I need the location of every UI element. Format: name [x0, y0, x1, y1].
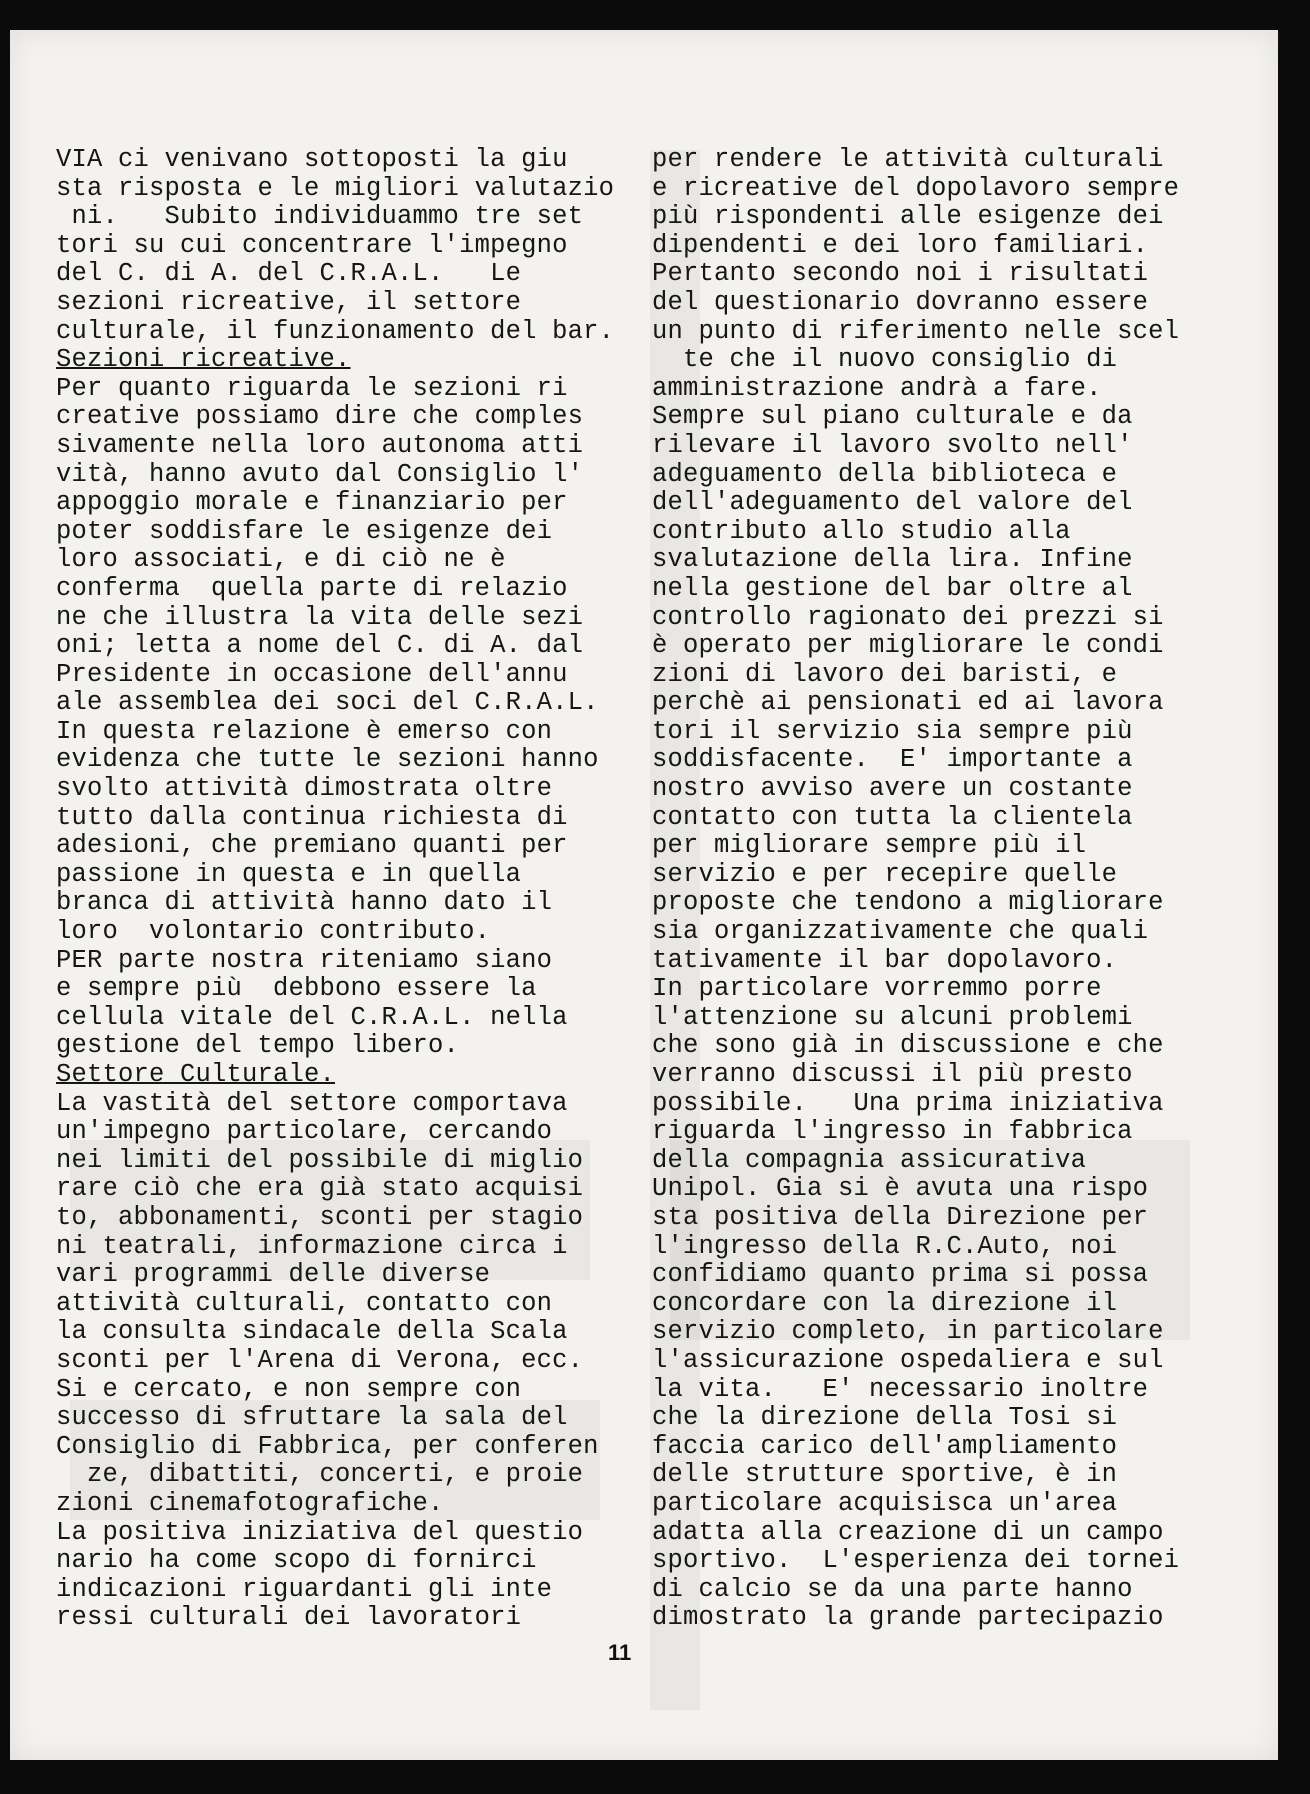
text-line: adesioni, che premiano quanti per	[56, 831, 568, 861]
text-line: Presidente in occasione dell'annu	[56, 659, 568, 689]
text-line: adatta alla creazione di un campo	[652, 1517, 1164, 1547]
text-line: l'attenzione su alcuni problemi	[652, 1002, 1133, 1032]
text-line: Consiglio di Fabbrica, per conferen	[56, 1431, 599, 1461]
text-line: In particolare vorremmo porre	[652, 974, 1102, 1004]
text-line: sta risposta e le migliori valutazio	[56, 173, 615, 203]
text-line: svalutazione della lira. Infine	[652, 545, 1133, 575]
text-line: In questa relazione è emerso con	[56, 716, 553, 746]
text-line: svolto attività dimostrata oltre	[56, 774, 553, 804]
text-line: vari programmi delle diverse	[56, 1260, 491, 1290]
text-line: la vita. E' necessario inoltre	[652, 1374, 1149, 1404]
text-line: attività culturali, contatto con	[56, 1288, 553, 1318]
text-line: sia organizzativamente che quali	[652, 917, 1149, 947]
text-line: l'ingresso della R.C.Auto, noi	[652, 1231, 1118, 1261]
text-line: controllo ragionato dei prezzi si	[652, 602, 1164, 632]
text-line: sezioni ricreative, il settore	[56, 287, 522, 317]
text-line: branca di attività hanno dato il	[56, 888, 553, 918]
text-line: particolare acquisisca un'area	[652, 1488, 1118, 1518]
text-line: dimostrato la grande partecipazio	[652, 1603, 1164, 1633]
text-line: per migliorare sempre più il	[652, 831, 1087, 861]
text-line: l'assicurazione ospedaliera e sul	[652, 1345, 1164, 1375]
text-line: tativamente il bar dopolavoro.	[652, 945, 1118, 975]
text-line: tori su cui concentrare l'impegno	[56, 230, 568, 260]
text-line: ni. Subito individuammo tre set	[56, 202, 584, 232]
text-line: loro volontario contributo.	[56, 917, 491, 947]
text-line: evidenza che tutte le sezioni hanno	[56, 745, 599, 775]
text-line: servizio completo, in particolare	[652, 1317, 1164, 1347]
scan-edge	[1278, 30, 1310, 1760]
text-line: e ricreative del dopolavoro sempre	[652, 173, 1180, 203]
text-line: appoggio morale e finanziario per	[56, 488, 568, 518]
text-line: rilevare il lavoro svolto nell'	[652, 430, 1133, 460]
text-line: più rispondenti alle esigenze dei	[652, 202, 1164, 232]
text-line: per rendere le attività culturali	[652, 145, 1164, 174]
text-line: nario ha come scopo di fornirci	[56, 1546, 537, 1576]
text-line: un'impegno particolare, cercando	[56, 1117, 553, 1147]
text-line: loro associati, e di ciò ne è	[56, 545, 506, 575]
text-line: verranno discussi il più presto	[652, 1060, 1133, 1089]
text-line: gestione del tempo libero.	[56, 1031, 460, 1061]
text-line: oni; letta a nome del C. di A. dal	[56, 631, 584, 661]
text-line: creative possiamo dire che comples	[56, 402, 584, 432]
text-line: perchè ai pensionati ed ai lavora	[652, 688, 1164, 718]
text-line: La vastità del settore comportava	[56, 1088, 568, 1118]
text-line: amministrazione andrà a fare.	[652, 373, 1102, 403]
text-line: del C. di A. del C.R.A.L. Le	[56, 259, 522, 289]
text-line: contributo allo studio alla	[652, 516, 1071, 546]
text-line: un punto di riferimento nelle scel	[652, 316, 1180, 346]
text-line: Unipol. Gia si è avuta una rispo	[652, 1174, 1149, 1204]
text-line: del questionario dovranno essere	[652, 287, 1149, 317]
text-line: dipendenti e dei loro familiari.	[652, 230, 1149, 260]
text-line: sconti per l'Arena di Verona, ecc.	[56, 1345, 584, 1375]
text-line: Per quanto riguarda le sezioni ri	[56, 373, 568, 403]
text-line: ni teatrali, informazione circa i	[56, 1231, 568, 1261]
text-line: ressi culturali dei lavoratori	[56, 1603, 522, 1633]
text-line: zioni cinemafotografiche.	[56, 1488, 444, 1518]
section-heading: Settore Culturale.	[56, 1060, 336, 1089]
text-line: rare ciò che era già stato acquisi	[56, 1174, 584, 1204]
text-line: culturale, il funzionamento del bar.	[56, 316, 615, 346]
text-line: soddisfacente. E' importante a	[652, 745, 1133, 775]
text-line: successo di sfruttare la sala del	[56, 1403, 568, 1433]
text-line: nei limiti del possibile di miglio	[56, 1145, 584, 1175]
text-line: è operato per migliorare le condi	[652, 631, 1164, 661]
text-line: possibile. Una prima iniziativa	[652, 1088, 1164, 1118]
text-line: nostro avviso avere un costante	[652, 774, 1133, 804]
text-line: delle strutture sportive, è in	[652, 1460, 1118, 1490]
text-line: sivamente nella loro autonoma atti	[56, 430, 584, 460]
text-line: La positiva iniziativa del questio	[56, 1517, 584, 1547]
text-line: della compagnia assicurativa	[652, 1145, 1087, 1175]
text-line: Sempre sul piano culturale e da	[652, 402, 1133, 432]
text-line: ale assemblea dei soci del C.R.A.L.	[56, 688, 599, 718]
text-line: zioni di lavoro dei baristi, e	[652, 659, 1118, 689]
text-line: cellula vitale del C.R.A.L. nella	[56, 1002, 568, 1032]
text-line: Pertanto secondo noi i risultati	[652, 259, 1149, 289]
page-number: 11	[608, 1640, 632, 1665]
text-line: confidiamo quanto prima si possa	[652, 1260, 1149, 1290]
text-line: poter soddisfare le esigenze dei	[56, 516, 553, 546]
text-line: di calcio se da una parte hanno	[652, 1574, 1133, 1604]
text-line: riguarda l'ingresso in fabbrica	[652, 1117, 1133, 1147]
text-line: tori il servizio sia sempre più	[652, 716, 1133, 746]
text-line: servizio e per recepire quelle	[652, 859, 1118, 889]
right-column-text	[652, 146, 1212, 1633]
text-line: e sempre più debbono essere la	[56, 974, 537, 1004]
text-line: te che il nuovo consiglio di	[652, 345, 1118, 375]
text-line: concordare con la direzione il	[652, 1288, 1118, 1318]
text-line: passione in questa e in quella	[56, 859, 522, 889]
text-line: tutto dalla continua richiesta di	[56, 802, 568, 832]
text-line: nella gestione del bar oltre al	[652, 573, 1133, 603]
text-line: conferma quella parte di relazio	[56, 573, 568, 603]
text-line: ne che illustra la vita delle sezi	[56, 602, 584, 632]
text-line: Si e cercato, e non sempre con	[56, 1374, 522, 1404]
text-line: vità, hanno avuto dal Consiglio l'	[56, 459, 584, 489]
text-line: proposte che tendono a migliorare	[652, 888, 1164, 918]
text-line: adeguamento della biblioteca e	[652, 459, 1118, 489]
left-column-text	[56, 146, 616, 1633]
text-line: sportivo. L'esperienza dei tornei	[652, 1546, 1180, 1576]
text-line: indicazioni riguardanti gli inte	[56, 1574, 553, 1604]
text-line: che la direzione della Tosi si	[652, 1403, 1118, 1433]
text-line: sta positiva della Direzione per	[652, 1202, 1149, 1232]
text-line: la consulta sindacale della Scala	[56, 1317, 568, 1347]
text-line: faccia carico dell'ampliamento	[652, 1431, 1118, 1461]
text-line: PER parte nostra riteniamo siano	[56, 945, 553, 975]
text-line: che sono già in discussione e che	[652, 1031, 1164, 1061]
text-line: VIA ci venivano sottoposti la giu	[56, 145, 568, 174]
text-line: contatto con tutta la clientela	[652, 802, 1133, 832]
text-line: to, abbonamenti, sconti per stagio	[56, 1202, 584, 1232]
section-heading: Sezioni ricreative.	[56, 345, 351, 375]
text-line: dell'adeguamento del valore del	[652, 488, 1133, 518]
text-line: ze, dibattiti, concerti, e proie	[56, 1460, 584, 1490]
